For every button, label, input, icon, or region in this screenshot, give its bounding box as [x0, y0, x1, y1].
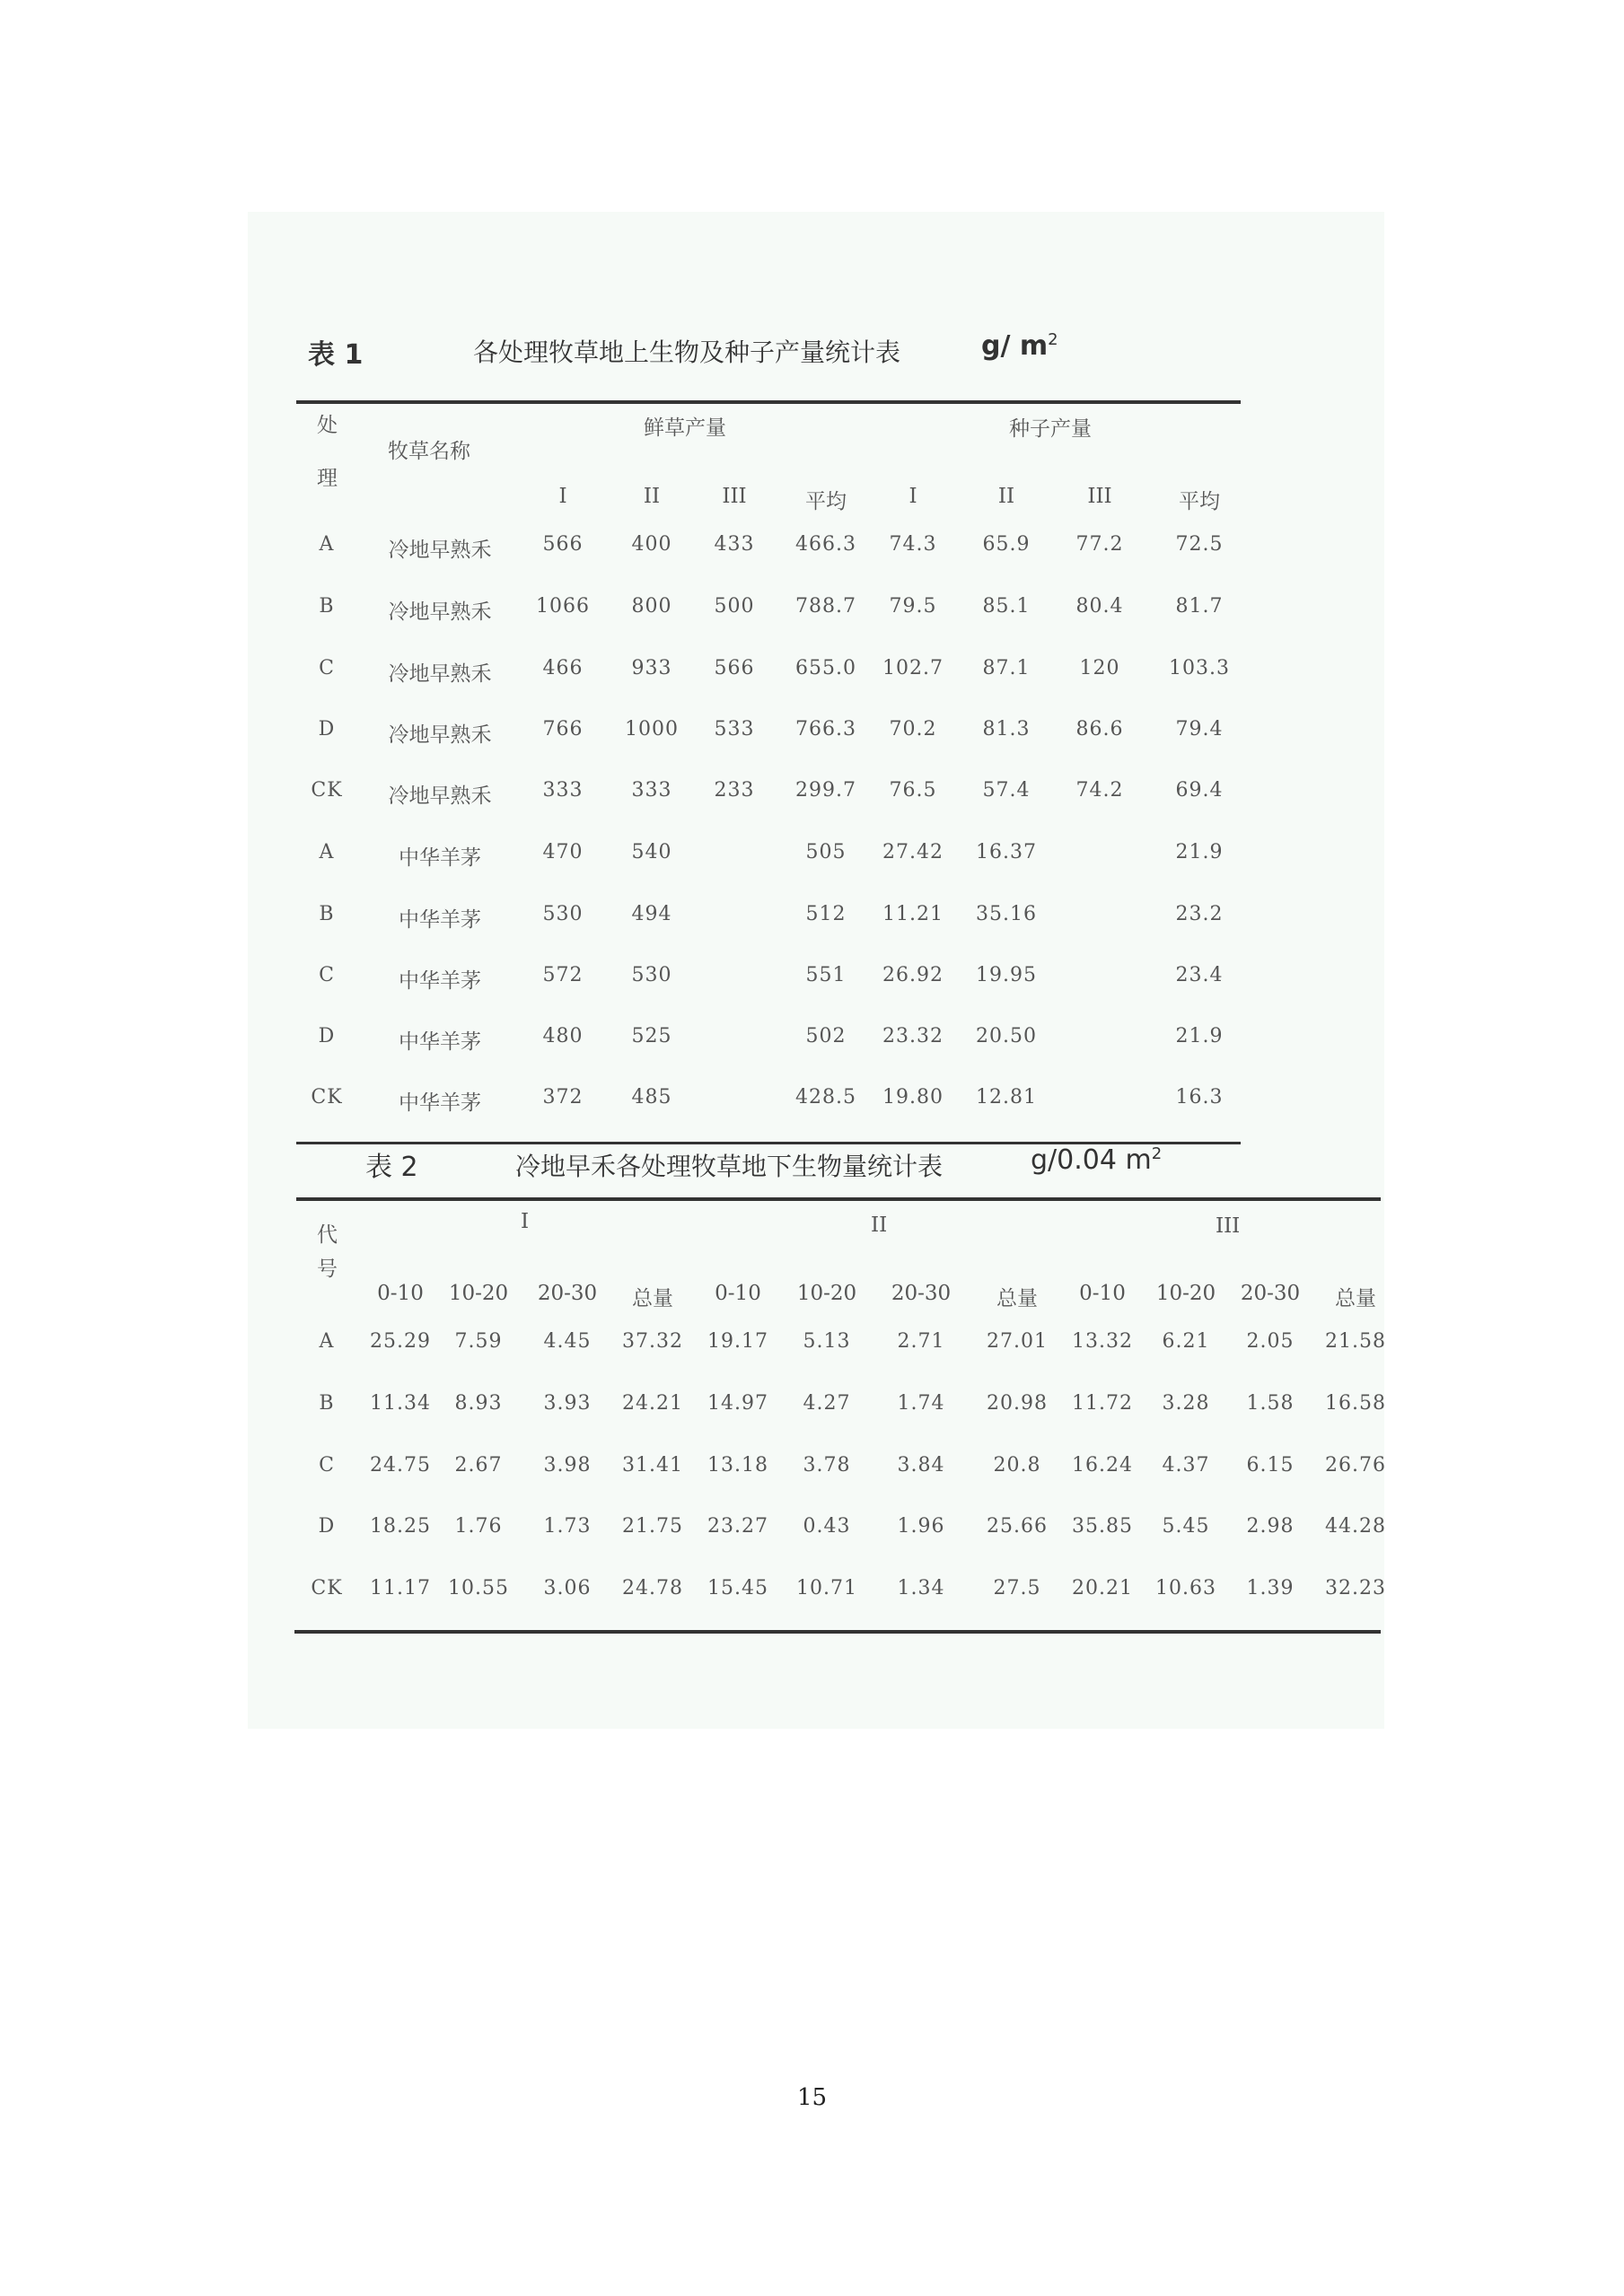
table1-header-grass-name: 牧草名称 — [388, 440, 470, 463]
table2-cell: 1.74 — [897, 1392, 945, 1415]
table1-cell: 中华羊茅 — [399, 1091, 481, 1115]
table1-cell: 冷地早熟禾 — [388, 784, 492, 808]
table2-cell: 3.78 — [803, 1454, 851, 1477]
table2-cell: 2.71 — [897, 1330, 945, 1353]
table1-cell: 21.9 — [1175, 841, 1224, 863]
table1-header-treatment-1: 处 — [317, 414, 338, 437]
table2-subheader-cell: 20-30 — [537, 1282, 598, 1305]
table2-subheader-cell: 总量 — [632, 1287, 673, 1310]
table1-cell: 74.3 — [889, 533, 937, 556]
table1-cell: 中华羊茅 — [399, 908, 481, 932]
table1-header-seed-yield: 种子产量 — [1009, 417, 1092, 441]
table1-cell: 400 — [631, 533, 672, 556]
table1-cell: 120 — [1079, 657, 1120, 679]
table2-cell: 16.24 — [1072, 1454, 1133, 1477]
table1-cell: 87.1 — [982, 657, 1031, 679]
table2-cell: 5.45 — [1162, 1515, 1210, 1538]
table1-subheader-cell: III — [1087, 485, 1112, 508]
table2-cell: 2.98 — [1246, 1515, 1295, 1538]
table1-subheader-cell: I — [558, 485, 567, 508]
table1-cell: 23.32 — [882, 1025, 944, 1047]
table1-cell: 333 — [631, 779, 672, 802]
table2-cell: 11.34 — [370, 1392, 431, 1415]
table1-cell: 333 — [542, 779, 584, 802]
table2-cell: 24.78 — [622, 1577, 683, 1599]
table2-cell: 14.97 — [707, 1392, 768, 1415]
table1-cell: 766.3 — [795, 718, 856, 741]
table1-cell: 74.2 — [1075, 779, 1124, 802]
table1-cell: 16.37 — [976, 841, 1037, 863]
table2-cell: 3.28 — [1162, 1392, 1210, 1415]
table1-cell: 530 — [542, 903, 584, 925]
table1-cell: 299.7 — [795, 779, 856, 802]
table1-subheader-cell: II — [643, 485, 661, 508]
table2-subheader-cell: 10-20 — [796, 1282, 857, 1305]
table2-header-code-1: 代 — [317, 1223, 338, 1247]
table1-cell: 23.4 — [1175, 964, 1224, 986]
table1-title: 各处理牧草地上生物及种子产量统计表 — [473, 337, 901, 367]
table2-bottom-rule — [294, 1630, 1381, 1634]
table2-subheader-cell: 0-10 — [715, 1282, 761, 1305]
table2-cell: 19.17 — [707, 1330, 768, 1353]
table2-cell: 1.73 — [543, 1515, 592, 1538]
table2-cell: B — [319, 1392, 335, 1415]
table2-cell: 1.76 — [454, 1515, 503, 1538]
table2-cell: A — [319, 1330, 335, 1353]
table1-cell: 572 — [542, 964, 584, 986]
table2-cell: C — [319, 1454, 335, 1477]
table1-cell: 1000 — [625, 718, 679, 741]
table1-cell: CK — [311, 779, 343, 802]
table1-cell: 65.9 — [982, 533, 1031, 556]
table2-group-I: I — [521, 1210, 530, 1233]
table2-cell: 27.01 — [987, 1330, 1048, 1353]
table2-cell: 13.18 — [707, 1454, 768, 1477]
table1-cell: 500 — [714, 595, 755, 618]
table1-cell: 103.3 — [1169, 657, 1230, 679]
table1-cell: 1066 — [536, 595, 590, 618]
table2-cell: 16.58 — [1325, 1392, 1386, 1415]
table1-top-rule — [296, 400, 1241, 404]
table2-cell: 3.84 — [897, 1454, 945, 1477]
table2-header-code-2: 号 — [317, 1258, 338, 1281]
table1-cell: 27.42 — [882, 841, 944, 863]
table1-cell: 76.5 — [889, 779, 937, 802]
table2-cell: 1.96 — [897, 1515, 945, 1538]
table2-label: 表 2 — [365, 1152, 418, 1183]
table1-cell: 788.7 — [795, 595, 856, 618]
table1-cell: 79.4 — [1175, 718, 1224, 741]
table2-cell: 32.23 — [1325, 1577, 1386, 1599]
table2-title: 冷地早禾各处理牧草地下生物量统计表 — [515, 1152, 944, 1181]
table1-cell: 470 — [542, 841, 584, 863]
table2-cell: 10.55 — [448, 1577, 509, 1599]
table2-cell: 3.93 — [543, 1392, 592, 1415]
table2-cell: 11.17 — [370, 1577, 431, 1599]
table1-header-fresh-yield: 鲜草产量 — [644, 416, 726, 440]
table2-subheader-cell: 总量 — [996, 1287, 1038, 1310]
table2-cell: 10.71 — [796, 1577, 857, 1599]
table1-cell: 冷地早熟禾 — [388, 539, 492, 562]
table2-cell: 4.45 — [543, 1330, 592, 1353]
table2-top-rule — [296, 1197, 1381, 1201]
table2-subheader-cell: 20-30 — [891, 1282, 952, 1305]
table1-cell: 35.16 — [976, 903, 1037, 925]
table2-cell: 27.5 — [993, 1577, 1041, 1599]
table1-cell: D — [318, 1025, 336, 1047]
table1-cell: 533 — [714, 718, 755, 741]
table2-cell: 24.75 — [370, 1454, 431, 1477]
table2-cell: 6.15 — [1246, 1454, 1295, 1477]
table1-cell: 中华羊茅 — [399, 1030, 481, 1054]
table2-cell: 0.43 — [803, 1515, 851, 1538]
table1-cell: C — [319, 657, 335, 679]
table2-cell: 5.13 — [803, 1330, 851, 1353]
table2-cell: 23.27 — [707, 1515, 768, 1538]
table1-cell: 466 — [542, 657, 584, 679]
table2-cell: 1.34 — [897, 1577, 945, 1599]
page-number: 15 — [796, 2084, 828, 2111]
table2-cell: 24.21 — [622, 1392, 683, 1415]
table2-subheader-cell: 0-10 — [377, 1282, 424, 1305]
table1-subheader-cell: II — [997, 485, 1015, 508]
table1-cell: 57.4 — [982, 779, 1031, 802]
table2-cell: 7.59 — [454, 1330, 503, 1353]
table2-subheader-cell: 0-10 — [1079, 1282, 1126, 1305]
table1-cell: 中华羊茅 — [399, 969, 481, 993]
table2-cell: 10.63 — [1155, 1577, 1216, 1599]
table1-cell: 933 — [631, 657, 672, 679]
table2-cell: D — [318, 1515, 336, 1538]
table1-cell: 80.4 — [1075, 595, 1124, 618]
table2-cell: 20.8 — [993, 1454, 1041, 1477]
table2-subheader-cell: 10-20 — [1155, 1282, 1216, 1305]
table1-cell: 23.2 — [1175, 903, 1224, 925]
table1-cell: 655.0 — [795, 657, 856, 679]
table1-cell: 233 — [714, 779, 755, 802]
table1-cell: 512 — [805, 903, 847, 925]
table1-cell: 800 — [631, 595, 672, 618]
table1-subheader-cell: 平均 — [805, 490, 847, 513]
table1-subheader-cell: I — [909, 485, 917, 508]
table1-cell: 69.4 — [1175, 779, 1224, 802]
table1-cell: A — [319, 841, 335, 863]
table2-cell: 4.27 — [803, 1392, 851, 1415]
table1-cell: 79.5 — [889, 595, 937, 618]
table2-cell: 31.41 — [622, 1454, 683, 1477]
table2-subheader-cell: 总量 — [1335, 1287, 1376, 1310]
table1-subheader-cell: 平均 — [1179, 490, 1220, 513]
table1-cell: CK — [311, 1086, 343, 1109]
table2-cell: 35.85 — [1072, 1515, 1133, 1538]
table2-cell: 6.21 — [1162, 1330, 1210, 1353]
table1-cell: C — [319, 964, 335, 986]
table2-subheader-cell: 10-20 — [448, 1282, 509, 1305]
table1-cell: D — [318, 718, 336, 741]
table2-cell: 13.32 — [1072, 1330, 1133, 1353]
table1-label: 表 1 — [308, 339, 364, 371]
table1-cell: 485 — [631, 1086, 672, 1109]
table2-cell: 4.37 — [1162, 1454, 1210, 1477]
table1-cell: 70.2 — [889, 718, 937, 741]
table1-cell: 566 — [714, 657, 755, 679]
table1-cell: 433 — [714, 533, 755, 556]
table2-cell: 20.98 — [987, 1392, 1048, 1415]
table1-cell: 551 — [805, 964, 847, 986]
table1-cell: 12.81 — [976, 1086, 1037, 1109]
table1-cell: 19.95 — [976, 964, 1037, 986]
table2-cell: 2.67 — [454, 1454, 503, 1477]
table2-unit: g/0.04 $m^2$ — [1031, 1144, 1163, 1176]
table2-cell: 25.29 — [370, 1330, 431, 1353]
table1-cell: 冷地早熟禾 — [388, 662, 492, 686]
table2-cell: 37.32 — [622, 1330, 683, 1353]
table1-cell: 466.3 — [795, 533, 856, 556]
table1-cell: 372 — [542, 1086, 584, 1109]
table2-cell: 25.66 — [987, 1515, 1048, 1538]
table1-cell: 494 — [631, 903, 672, 925]
table2-cell: 3.06 — [543, 1577, 592, 1599]
table2-cell: 1.39 — [1246, 1577, 1295, 1599]
table1-cell: 85.1 — [982, 595, 1031, 618]
table1-subheader-cell: III — [722, 485, 747, 508]
table1-cell: 505 — [805, 841, 847, 863]
table1-cell: 766 — [542, 718, 584, 741]
table2-cell: 18.25 — [370, 1515, 431, 1538]
table1-cell: 81.7 — [1175, 595, 1224, 618]
table1-cell: 502 — [805, 1025, 847, 1047]
table1-cell: 540 — [631, 841, 672, 863]
table2-cell: 15.45 — [707, 1577, 768, 1599]
table1-cell: 566 — [542, 533, 584, 556]
table1-cell: 81.3 — [982, 718, 1031, 741]
table2-group-III: III — [1216, 1214, 1241, 1238]
table1-cell: 480 — [542, 1025, 584, 1047]
table1-cell: 11.21 — [882, 903, 944, 925]
table2-cell: 21.75 — [622, 1515, 683, 1538]
table1-header-treatment-2: 理 — [317, 467, 338, 490]
table1-cell: 26.92 — [882, 964, 944, 986]
table2-cell: 21.58 — [1325, 1330, 1386, 1353]
table1-cell: 77.2 — [1075, 533, 1124, 556]
table2-cell: 26.76 — [1325, 1454, 1386, 1477]
table2-subheader-cell: 20-30 — [1240, 1282, 1301, 1305]
table2-cell: 2.05 — [1246, 1330, 1295, 1353]
table2-cell: CK — [311, 1577, 343, 1599]
table1-cell: 20.50 — [976, 1025, 1037, 1047]
table2-cell: 11.72 — [1072, 1392, 1133, 1415]
table1-cell: 72.5 — [1175, 533, 1224, 556]
table1-cell: 冷地早熟禾 — [388, 600, 492, 624]
table2-cell: 3.98 — [543, 1454, 592, 1477]
table1-cell: 21.9 — [1175, 1025, 1224, 1047]
table1-cell: 冷地早熟禾 — [388, 723, 492, 747]
table1-cell: 102.7 — [882, 657, 944, 679]
table1-cell: 16.3 — [1175, 1086, 1224, 1109]
table2-cell: 8.93 — [454, 1392, 503, 1415]
table2-group-II: II — [871, 1214, 888, 1237]
table1-cell: 530 — [631, 964, 672, 986]
table1-cell: 525 — [631, 1025, 672, 1047]
table1-cell: 86.6 — [1075, 718, 1124, 741]
table1-cell: A — [319, 533, 335, 556]
table1-cell: B — [319, 595, 335, 618]
table1-cell: 中华羊茅 — [399, 846, 481, 870]
table1-cell: 428.5 — [795, 1086, 856, 1109]
table2-cell: 44.28 — [1325, 1515, 1386, 1538]
table1-unit: g/ $m^2$ — [981, 330, 1058, 362]
table1-cell: 19.80 — [882, 1086, 944, 1109]
table2-cell: 1.58 — [1246, 1392, 1295, 1415]
table2-cell: 20.21 — [1072, 1577, 1133, 1599]
table1-cell: B — [319, 903, 335, 925]
